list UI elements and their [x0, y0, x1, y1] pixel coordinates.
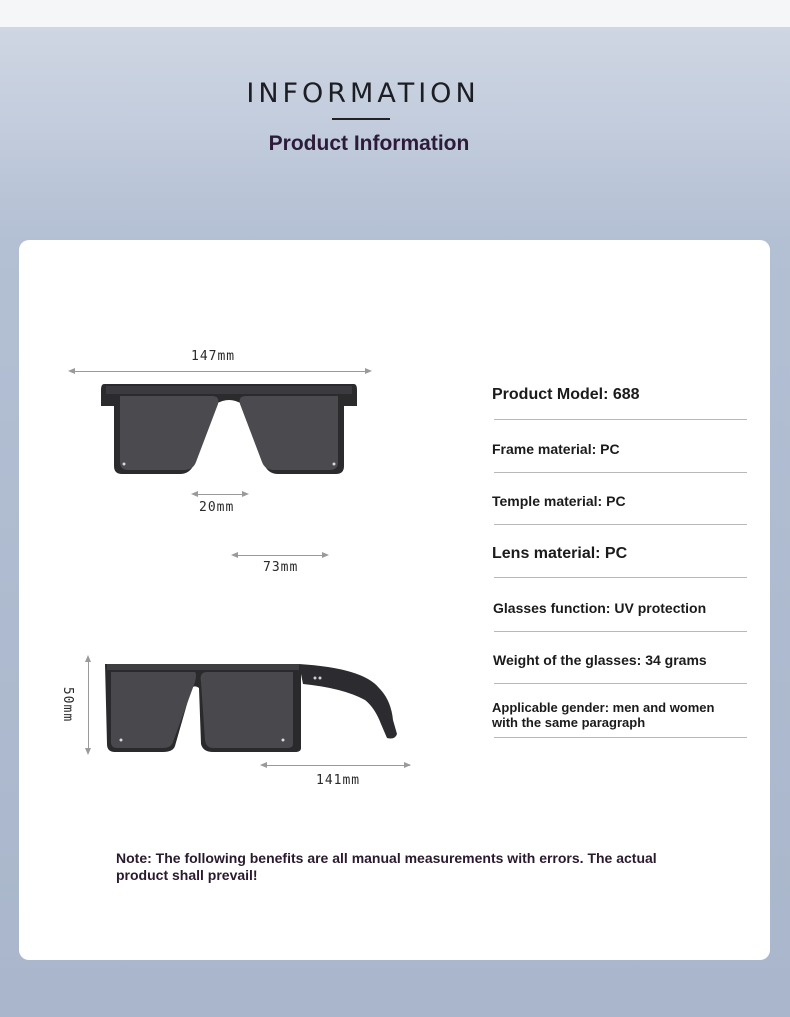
- bridge-label: 20mm: [199, 500, 235, 515]
- lens-width-arrow-right: [322, 552, 329, 558]
- spec-divider: [494, 631, 747, 632]
- spec-divider: [494, 577, 747, 578]
- front-width-arrow-left: [68, 368, 75, 374]
- temple-length-line: [262, 765, 410, 766]
- side-view-glasses-image: [103, 660, 403, 755]
- heading-underline: [332, 118, 390, 120]
- temple-length-arrow-left: [260, 762, 267, 768]
- measurement-note: Note: The following benefits are all manual measurements with errors. The actual product shall prevail!: [116, 850, 657, 883]
- spec-lens-material: Lens material: PC: [492, 545, 628, 562]
- spec-divider: [494, 683, 747, 684]
- front-width-label: 147mm: [191, 349, 236, 364]
- page-heading: INFORMATION: [246, 78, 480, 109]
- temple-length-label: 141mm: [316, 773, 361, 788]
- top-strip: [0, 0, 790, 27]
- bridge-line: [193, 494, 247, 495]
- spec-temple-material: Temple material: PC: [492, 493, 626, 509]
- spec-divider: [494, 472, 747, 473]
- spec-weight: Weight of the glasses: 34 grams: [493, 652, 707, 668]
- front-width-line: [70, 371, 370, 372]
- bridge-arrow-right: [242, 491, 249, 497]
- front-view-glasses-image: [100, 382, 358, 478]
- lens-height-arrow-down: [85, 748, 91, 755]
- lens-width-label: 73mm: [263, 560, 299, 575]
- lens-height-label: 50mm: [60, 686, 76, 723]
- lens-height-line: [88, 657, 89, 753]
- spec-glasses-function: Glasses function: UV protection: [493, 600, 707, 616]
- page-subheading: Product Information: [268, 132, 470, 155]
- spec-divider: [494, 737, 747, 738]
- bridge-arrow-left: [191, 491, 198, 497]
- spec-divider: [494, 524, 747, 525]
- temple-length-arrow-right: [404, 762, 411, 768]
- lens-height-arrow-up: [85, 655, 91, 662]
- lens-width-line: [233, 555, 327, 556]
- spec-divider: [494, 419, 747, 420]
- spec-product-model: Product Model: 688: [492, 386, 640, 403]
- lens-width-arrow-left: [231, 552, 238, 558]
- spec-applicable-gender: Applicable gender: men and women with the same paragraph: [492, 700, 715, 730]
- front-width-arrow-right: [365, 368, 372, 374]
- spec-frame-material: Frame material: PC: [492, 441, 620, 457]
